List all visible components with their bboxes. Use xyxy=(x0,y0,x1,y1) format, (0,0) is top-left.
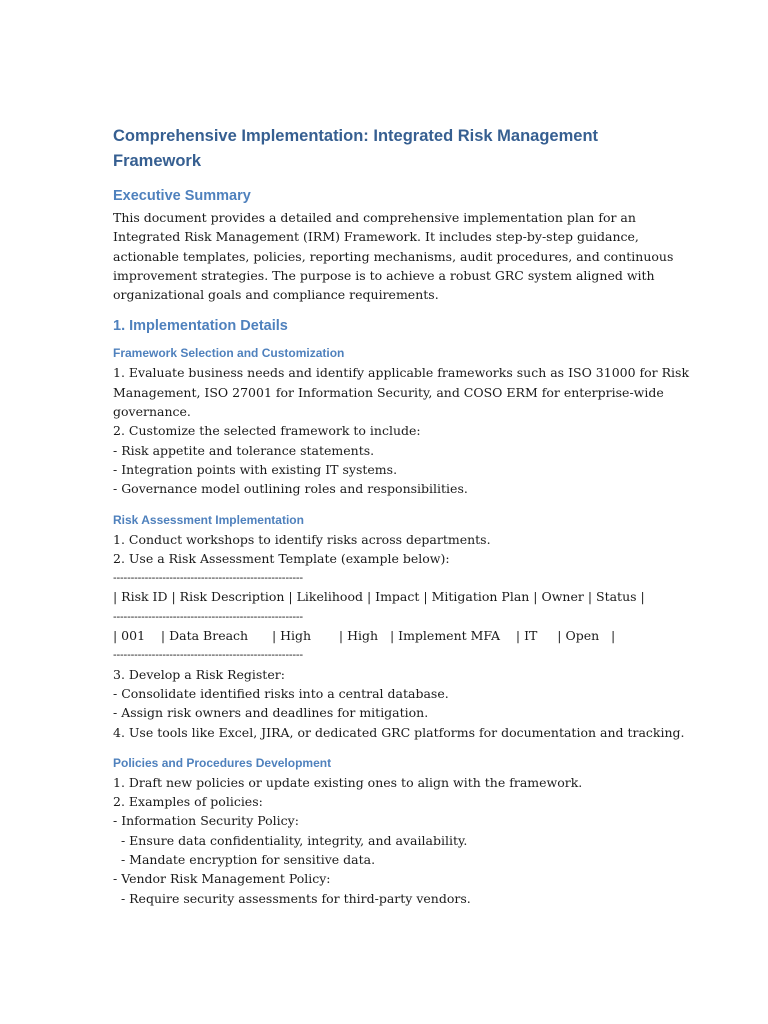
body-line: 3. Develop a Risk Register: xyxy=(113,666,285,682)
table-rule: ------------------------------------------------------ xyxy=(113,571,303,585)
body-line: - Governance model outlining roles and responsibilities. xyxy=(113,481,468,497)
body-line: - Information Security Policy: xyxy=(113,813,299,829)
body-line: - Integration points with existing IT systems. xyxy=(113,461,398,477)
table-rule: ------------------------------------------------------ xyxy=(113,648,303,662)
body-line: - Mandate encryption for sensitive data. xyxy=(113,852,376,868)
body-line: This document provides a detailed and comprehensive implementation plan for an xyxy=(113,210,636,225)
body-line: 4. Use tools like Excel, JIRA, or dedicated GRC platforms for documentation and tracking. xyxy=(113,724,685,740)
body-line: organizational goals and compliance requirements. xyxy=(113,287,439,303)
implementation-details-heading: 1. Implementation Details xyxy=(113,318,288,335)
body-line: - Vendor Risk Management Policy: xyxy=(113,871,331,887)
body-line: - Require security assessments for third-party vendors. xyxy=(113,890,471,906)
risk-assessment-heading: Risk Assessment Implementation xyxy=(113,512,304,527)
body-line: 1. Evaluate business needs and identify applicable frameworks such as ISO 31000 for Risk xyxy=(113,365,690,381)
body-line: Integrated Risk Management (IRM) Framework. It includes step-by-step guidance, xyxy=(113,229,639,245)
executive-summary-heading: Executive Summary xyxy=(113,188,251,204)
framework-selection-heading: Framework Selection and Customization xyxy=(113,346,345,361)
body-line: 1. Conduct workshops to identify risks across departments. xyxy=(113,531,491,547)
title-line: Comprehensive Implementation: Integrated Risk Management xyxy=(113,127,599,145)
body-line: 2. Use a Risk Assessment Template (example below): xyxy=(113,550,450,566)
title-line: Framework xyxy=(113,152,202,170)
body-line: Management, ISO 27001 for Information Security, and COSO ERM for enterprise-wide xyxy=(113,384,664,400)
body-line: improvement strategies. The purpose is to achieve a robust GRC system aligned with xyxy=(113,267,655,283)
policies-procedures-body xyxy=(113,773,673,908)
body-line: governance. xyxy=(113,404,191,420)
body-line: - Consolidate identified risks into a central database. xyxy=(113,685,449,701)
body-line: actionable templates, policies, reporting mechanisms, audit procedures, and continuous xyxy=(113,248,674,264)
framework-selection-body xyxy=(113,363,690,498)
body-line: 2. Customize the selected framework to include: xyxy=(113,423,421,439)
body-line: 2. Examples of policies: xyxy=(113,794,263,810)
risk-assessment-body xyxy=(113,530,685,742)
body-line: - Ensure data confidentiality, integrity, and availability. xyxy=(113,832,468,848)
risk-table-header: | Risk ID | Risk Description | Likelihood | Impact | Mitigation Plan | Owner | Status | xyxy=(113,589,645,605)
body-line: - Assign risk owners and deadlines for mitigation. xyxy=(113,705,429,721)
table-rule: ------------------------------------------------------ xyxy=(113,609,303,623)
executive-summary-body xyxy=(113,208,673,304)
policies-procedures-heading: Policies and Procedures Development xyxy=(113,755,332,770)
body-line: 1. Draft new policies or update existing ones to align with the framework. xyxy=(113,774,583,790)
body-line: - Risk appetite and tolerance statements. xyxy=(113,442,375,458)
document-page xyxy=(113,124,690,908)
risk-table-row: | 001 | Data Breach | High | High | Implement MFA | IT | Open | xyxy=(113,628,616,644)
document-title xyxy=(113,124,673,174)
